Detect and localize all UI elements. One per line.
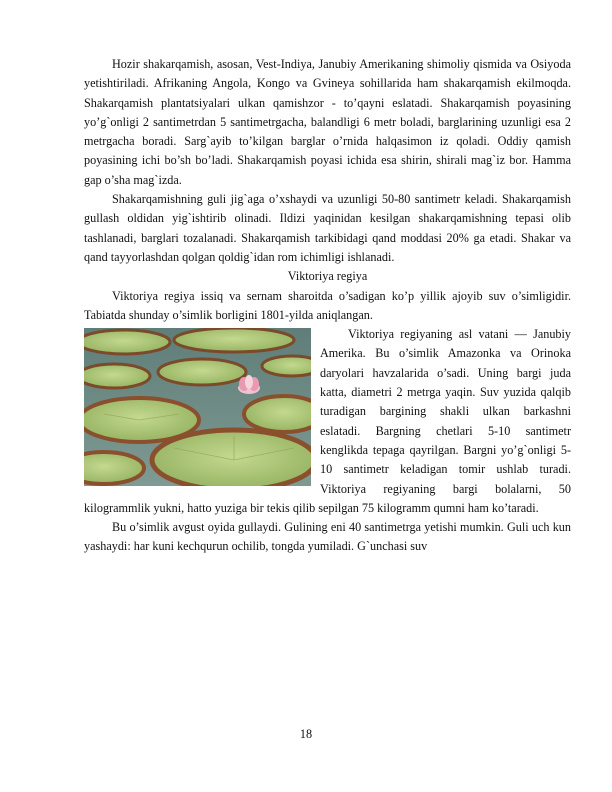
victoria-regia-photo [84, 328, 311, 486]
paragraph-victoria-leaf: Viktoriya regiyaning asl vatani — Janubiy Amerika. Bu o’simlik Amazonka va Orinoka daryolari havzalarida o’sadi. Uning bargi juda katta, diametri 2 metrga yaqin. Suv yuzida qalqib turadigan bargining shakli ulkan barkashni eslatadi. Bargning chetlari 5-10 santimetr kenglikda tepaga qayrilgan. Bargni yo’g`onligi 5-10 santimetr keladigan tomir ushlab turadi. Viktoriya regiyaning bargi bolalarni, 50 kilogrammlik yukni, hatto yuziga bir tekis qilib sepilgan 75 kilogramm qumni ham ko’taradi. [84, 327, 571, 515]
figure-section [84, 325, 571, 518]
page-body [84, 55, 571, 557]
paragraph-sugarcane-origin: Hozir shakarqamish, asosan, Vest-Indiya, Janubiy Amerikaning shimoliy qismida va Osiyoda yetishtiriladi. Afrikaning Angola, Kongo va Gvineya sohillarida ham shakarqamish ekilmoqda. Shakarqamish plantatsiyalari ulkan qamishzor - to’qayni eslatadi. Shakarqamish poyasining yo’g`onligi 2 santimetrdan 5 santimetrgacha, balandligi 6 metr boladi, barglarining uzunligi esa 2 metrgacha boradi. Sarg`ayib to’kilgan barglar o’rnida halqasimon iz qoladi. Oddiy qamish poyasining ichi bo’sh bo’ladi. Shakarqamish poyasi ichida esa shirin, shirali mag`iz bor. Hamma gap o’sha mag`izda. [84, 57, 571, 187]
section-heading: Viktoriya regiya [287, 269, 368, 284]
paragraph-victoria-flower: Bu o’simlik avgust oyida gullaydi. Gulining eni 40 santimetrga yetishi mumkin. Guli uch kun yashaydi: har kuni kechqurun ochilib, tongda yumiladi. G`unchasi suv [84, 520, 571, 554]
paragraph-victoria-intro: Viktoriya regiya issiq va sernam sharoitda o’sadigan ko’p yillik ajoyib suv o’simligidir. Tabiatda shunday o’simlik borligini 1801-yilda aniqlangan. [84, 288, 571, 322]
paragraph-sugarcane-flower: Shakarqamishning guli jig`aga o’xshaydi va uzunligi 50-80 santimetr keladi. Shakarqamish gullash oldidan yig`ishtirib olinadi. Ildizi yaqinidan kesilgan shakarqamishning tepasi olib tashlanadi, barglari tozalanadi. Shakarqamish tarkibidagi qand moddasi 20% ga etadi. Shakar va qand tayyorlashdan qolgan qoldig`idan rom ichimligi ishlanadi. [84, 192, 571, 264]
page-number: 18 [299, 727, 313, 741]
